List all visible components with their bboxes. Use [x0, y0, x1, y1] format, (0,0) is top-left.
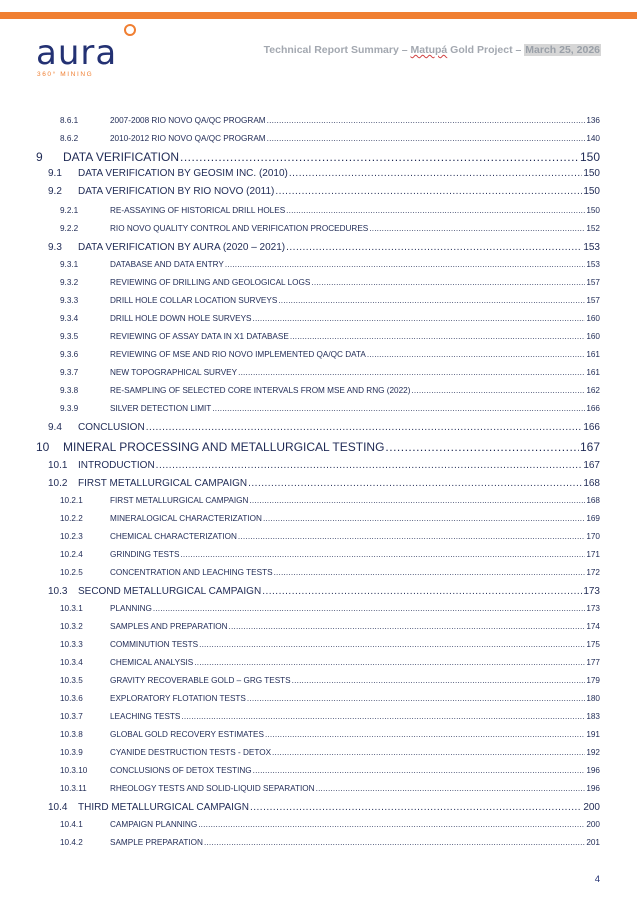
toc-entry-number: 9	[36, 150, 43, 164]
toc-entry[interactable]	[36, 604, 600, 613]
toc-dot-leader	[274, 568, 586, 577]
toc-dot-leader	[247, 694, 585, 703]
logo-wordmark: aura	[36, 33, 118, 73]
toc-dot-leader	[385, 440, 579, 454]
toc-entry-page: 153	[586, 260, 600, 269]
toc-entry-page: 167	[583, 460, 600, 471]
header-title-mid: Gold Project –	[447, 44, 525, 56]
toc-entry[interactable]	[36, 368, 600, 377]
toc-entry-page: 172	[586, 568, 600, 577]
toc-entry-number: 10.2	[48, 478, 68, 489]
toc-entry[interactable]	[36, 150, 600, 164]
toc-entry-number: 9.3.3	[60, 296, 79, 305]
toc-entry-title: SECOND METALLURGICAL CAMPAIGN	[78, 586, 262, 597]
toc-entry-number: 10.3.10	[60, 766, 88, 775]
toc-entry-number: 10.4	[48, 802, 68, 813]
toc-entry[interactable]	[36, 460, 600, 471]
toc-entry-title: INTRODUCTION	[78, 460, 155, 471]
toc-entry-page: 161	[586, 350, 600, 359]
toc-dot-leader	[278, 296, 585, 305]
toc-entry-page: 170	[586, 532, 600, 541]
toc-entry-title: EXPLORATORY FLOTATION TESTS	[110, 694, 246, 703]
toc-entry-title: NEW TOPOGRAPHICAL SURVEY	[110, 368, 238, 377]
toc-entry-page: 183	[586, 712, 600, 721]
toc-entry[interactable]	[36, 820, 600, 829]
toc-entry[interactable]	[36, 478, 600, 489]
toc-entry-number: 9.4	[48, 422, 62, 433]
toc-entry-number: 10.3.11	[60, 784, 87, 793]
toc-entry-page: 200	[583, 802, 600, 813]
toc-dot-leader	[194, 658, 585, 667]
toc-entry-page: 166	[586, 404, 600, 413]
toc-entry-page: 201	[586, 838, 600, 847]
toc-dot-leader	[153, 604, 585, 613]
toc-entry[interactable]	[36, 242, 600, 253]
toc-dot-leader	[267, 134, 586, 143]
toc-dot-leader	[262, 586, 582, 597]
toc-entry-number: 10.3.2	[60, 622, 83, 631]
toc-entry-title: CHEMICAL CHARACTERIZATION	[110, 532, 237, 541]
toc-entry[interactable]	[36, 640, 600, 649]
toc-entry-number: 10.2.5	[60, 568, 83, 577]
toc-dot-leader	[265, 730, 585, 739]
toc-entry-number: 8.6.1	[60, 116, 79, 125]
toc-entry-page: 160	[586, 332, 600, 341]
toc-dot-leader	[316, 784, 586, 793]
toc-entry-title: DRILL HOLE DOWN HOLE SURVEYS	[110, 314, 252, 323]
toc-entry[interactable]	[36, 748, 600, 757]
document-header-title	[264, 44, 601, 56]
toc-entry-page: 153	[583, 242, 600, 253]
toc-entry-number: 9.3.1	[60, 260, 79, 269]
toc-entry-title: SAMPLE PREPARATION	[110, 838, 203, 847]
toc-dot-leader	[275, 186, 582, 197]
toc-dot-leader	[253, 314, 586, 323]
toc-entry-page: 196	[586, 784, 600, 793]
toc-dot-leader	[286, 242, 582, 253]
toc-entry-number: 10.2.1	[60, 496, 83, 505]
toc-dot-leader	[263, 514, 585, 523]
toc-entry[interactable]	[36, 332, 600, 341]
toc-entry-title: GRAVITY RECOVERABLE GOLD – GRG TESTS	[110, 676, 291, 685]
toc-dot-leader	[238, 368, 585, 377]
toc-entry-page: 173	[586, 604, 600, 613]
toc-entry[interactable]	[36, 422, 600, 433]
toc-entry-page: 140	[586, 134, 600, 143]
toc-entry-number: 10.2.4	[60, 550, 83, 559]
toc-entry[interactable]	[36, 404, 600, 413]
toc-entry-title: GLOBAL GOLD RECOVERY ESTIMATES	[110, 730, 264, 739]
toc-entry-page: 162	[586, 386, 600, 395]
aura-logo	[36, 22, 156, 82]
toc-dot-leader	[249, 496, 585, 505]
toc-dot-leader	[198, 820, 585, 829]
toc-entry-page: 161	[586, 368, 600, 377]
toc-dot-leader	[181, 712, 585, 721]
toc-entry-number: 10.2.3	[60, 532, 83, 541]
toc-entry-number: 9.3.4	[60, 314, 79, 323]
toc-entry-title: FIRST METALLURGICAL CAMPAIGN	[110, 496, 249, 505]
toc-entry[interactable]	[36, 440, 600, 454]
toc-dot-leader	[199, 640, 585, 649]
toc-entry[interactable]	[36, 622, 600, 631]
toc-dot-leader	[156, 460, 583, 471]
toc-entry-page: 160	[586, 314, 600, 323]
toc-dot-leader	[180, 150, 579, 164]
toc-dot-leader	[238, 532, 585, 541]
header-project-name: Matupá	[410, 44, 448, 56]
toc-entry-number: 9.3.6	[60, 350, 79, 359]
toc-dot-leader	[289, 168, 582, 179]
toc-entry[interactable]	[36, 116, 600, 125]
toc-entry[interactable]	[36, 730, 600, 739]
toc-entry-title: CAMPAIGN PLANNING	[110, 820, 198, 829]
toc-entry[interactable]	[36, 186, 600, 197]
toc-entry[interactable]	[36, 514, 600, 523]
toc-entry-number: 9.2	[48, 186, 62, 197]
toc-entry-number: 10.3.1	[60, 604, 83, 613]
toc-entry-title: SILVER DETECTION LIMIT	[110, 404, 212, 413]
toc-entry[interactable]	[36, 224, 600, 233]
toc-entry-number: 10.3.4	[60, 658, 83, 667]
toc-entry-page: 157	[586, 296, 600, 305]
toc-entry-page: 177	[586, 658, 600, 667]
toc-entry[interactable]	[36, 694, 600, 703]
toc-entry-title: DATABASE AND DATA ENTRY	[110, 260, 224, 269]
toc-dot-leader	[311, 278, 585, 287]
toc-dot-leader	[229, 622, 586, 631]
toc-entry-page: 136	[586, 116, 600, 125]
toc-entry[interactable]	[36, 676, 600, 685]
toc-entry[interactable]	[36, 134, 600, 143]
toc-entry-title: PLANNING	[110, 604, 152, 613]
toc-entry[interactable]	[36, 784, 600, 793]
toc-entry-number: 10.1	[48, 460, 68, 471]
toc-dot-leader	[267, 116, 586, 125]
toc-entry-title: CHEMICAL ANALYSIS	[110, 658, 194, 667]
toc-entry[interactable]	[36, 532, 600, 541]
toc-entry[interactable]	[36, 802, 600, 813]
toc-entry-title: SAMPLES AND PREPARATION	[110, 622, 228, 631]
toc-entry-number: 9.3.5	[60, 332, 79, 341]
toc-dot-leader	[248, 478, 582, 489]
toc-entry-title: DATA VERIFICATION BY RIO NOVO (2011)	[78, 186, 275, 197]
toc-entry-title: DATA VERIFICATION	[63, 150, 180, 164]
toc-entry-title: LEACHING TESTS	[110, 712, 181, 721]
toc-entry-page: 168	[586, 496, 600, 505]
toc-entry-title: THIRD METALLURGICAL CAMPAIGN	[78, 802, 249, 813]
toc-entry-title: CONCENTRATION AND LEACHING TESTS	[110, 568, 273, 577]
logo-tagline: 360° MINING	[37, 71, 94, 78]
toc-entry-number: 10.3.8	[60, 730, 83, 739]
toc-dot-leader	[272, 748, 585, 757]
toc-entry-page: 157	[586, 278, 600, 287]
toc-dot-leader	[225, 260, 585, 269]
toc-entry-page: 166	[583, 422, 600, 433]
toc-entry[interactable]	[36, 278, 600, 287]
toc-entry-page: 168	[583, 478, 600, 489]
toc-entry-number: 9.3.2	[60, 278, 79, 287]
toc-entry-title: MINERAL PROCESSING AND METALLURGICAL TESTING	[63, 440, 385, 454]
toc-entry-page: 150	[586, 206, 600, 215]
toc-entry-title: MINERALOGICAL CHARACTERIZATION	[110, 514, 262, 523]
toc-entry-title: RE-SAMPLING OF SELECTED CORE INTERVALS FROM MSE AND RNG (2022)	[110, 386, 411, 395]
toc-entry-number: 9.3.9	[60, 404, 79, 413]
toc-entry-title: COMMINUTION TESTS	[110, 640, 199, 649]
toc-entry[interactable]	[36, 586, 600, 597]
toc-entry[interactable]	[36, 260, 600, 269]
toc-dot-leader	[212, 404, 585, 413]
toc-entry-number: 9.2.1	[60, 206, 79, 215]
toc-entry-page: 175	[586, 640, 600, 649]
toc-dot-leader	[292, 676, 586, 685]
toc-entry-title: CONCLUSIONS OF DETOX TESTING	[110, 766, 252, 775]
toc-entry-title: RIO NOVO QUALITY CONTROL AND VERIFICATION PROCEDURES	[110, 224, 369, 233]
toc-entry-page: 150	[583, 186, 600, 197]
toc-entry[interactable]	[36, 838, 600, 847]
toc-entry-title: GRINDING TESTS	[110, 550, 180, 559]
toc-entry-number: 10.4.2	[60, 838, 83, 847]
toc-entry[interactable]	[36, 550, 600, 559]
header-title-prefix: Technical Report Summary –	[263, 44, 411, 56]
toc-entry-title: REVIEWING OF MSE AND RIO NOVO IMPLEMENTED QA/QC DATA	[110, 350, 366, 359]
toc-entry-number: 10.3.3	[60, 640, 83, 649]
toc-entry-page: 173	[583, 586, 600, 597]
toc-entry-page: 192	[586, 748, 600, 757]
toc-entry[interactable]	[36, 658, 600, 667]
toc-entry-number: 10.3	[48, 586, 68, 597]
toc-entry-number: 9.1	[48, 168, 62, 179]
toc-entry-title: FIRST METALLURGICAL CAMPAIGN	[78, 478, 248, 489]
toc-entry-number: 10.3.7	[60, 712, 83, 721]
toc-dot-leader	[411, 386, 585, 395]
toc-entry[interactable]	[36, 168, 600, 179]
toc-entry-page: 191	[586, 730, 600, 739]
toc-entry-title: RHEOLOGY TESTS AND SOLID-LIQUID SEPARATION	[110, 784, 315, 793]
toc-entry-number: 10.4.1	[60, 820, 83, 829]
toc-entry-title: CONCLUSION	[78, 422, 145, 433]
toc-entry-number: 9.2.2	[60, 224, 79, 233]
toc-entry-number: 9.3	[48, 242, 62, 253]
toc-entry[interactable]	[36, 386, 600, 395]
toc-dot-leader	[250, 802, 582, 813]
toc-entry-title: DATA VERIFICATION BY AURA (2020 – 2021)	[78, 242, 286, 253]
toc-entry[interactable]	[36, 766, 600, 775]
toc-dot-leader	[369, 224, 585, 233]
toc-dot-leader	[180, 550, 585, 559]
toc-entry-number: 10.3.9	[60, 748, 83, 757]
toc-entry-title: REVIEWING OF DRILLING AND GEOLOGICAL LOGS	[110, 278, 311, 287]
toc-dot-leader	[146, 422, 583, 433]
toc-dot-leader	[286, 206, 585, 215]
page-number: 4	[594, 874, 600, 885]
toc-dot-leader	[253, 766, 586, 775]
toc-entry[interactable]	[36, 206, 600, 215]
logo-ring-icon	[124, 24, 136, 36]
toc-entry[interactable]	[36, 296, 600, 305]
toc-entry-page: 200	[586, 820, 600, 829]
toc-entry[interactable]	[36, 314, 600, 323]
toc-entry-page: 167	[579, 440, 600, 454]
toc-entry-page: 150	[583, 168, 600, 179]
toc-entry-number: 10.3.5	[60, 676, 83, 685]
toc-entry-number: 9.3.7	[60, 368, 79, 377]
toc-entry-page: 196	[586, 766, 600, 775]
header-accent-bar	[0, 12, 637, 19]
header-date: March 25, 2026	[525, 44, 600, 56]
toc-entry-page: 150	[579, 150, 600, 164]
toc-entry-title: REVIEWING OF ASSAY DATA IN X1 DATABASE	[110, 332, 289, 341]
toc-entry-page: 179	[586, 676, 600, 685]
toc-entry[interactable]	[36, 350, 600, 359]
toc-entry-page: 169	[586, 514, 600, 523]
toc-entry-title: DATA VERIFICATION BY GEOSIM INC. (2010)	[78, 168, 288, 179]
toc-entry[interactable]	[36, 712, 600, 721]
toc-dot-leader	[367, 350, 586, 359]
toc-entry-number: 10.2.2	[60, 514, 83, 523]
toc-entry-page: 152	[586, 224, 600, 233]
toc-entry-number: 10	[36, 440, 50, 454]
toc-entry[interactable]	[36, 568, 600, 577]
toc-entry[interactable]	[36, 496, 600, 505]
toc-entry-number: 9.3.8	[60, 386, 79, 395]
toc-dot-leader	[290, 332, 586, 341]
toc-dot-leader	[204, 838, 585, 847]
toc-entry-title: 2010-2012 RIO NOVO QA/QC PROGRAM	[110, 134, 266, 143]
toc-entry-title: DRILL HOLE COLLAR LOCATION SURVEYS	[110, 296, 278, 305]
toc-entry-page: 174	[586, 622, 600, 631]
toc-entry-title: CYANIDE DESTRUCTION TESTS - DETOX	[110, 748, 272, 757]
toc-entry-page: 180	[586, 694, 600, 703]
toc-entry-title: 2007-2008 RIO NOVO QA/QC PROGRAM	[110, 116, 266, 125]
toc-entry-number: 8.6.2	[60, 134, 79, 143]
toc-entry-page: 171	[586, 550, 600, 559]
toc-entry-title: RE-ASSAYING OF HISTORICAL DRILL HOLES	[110, 206, 286, 215]
toc-entry-number: 10.3.6	[60, 694, 83, 703]
